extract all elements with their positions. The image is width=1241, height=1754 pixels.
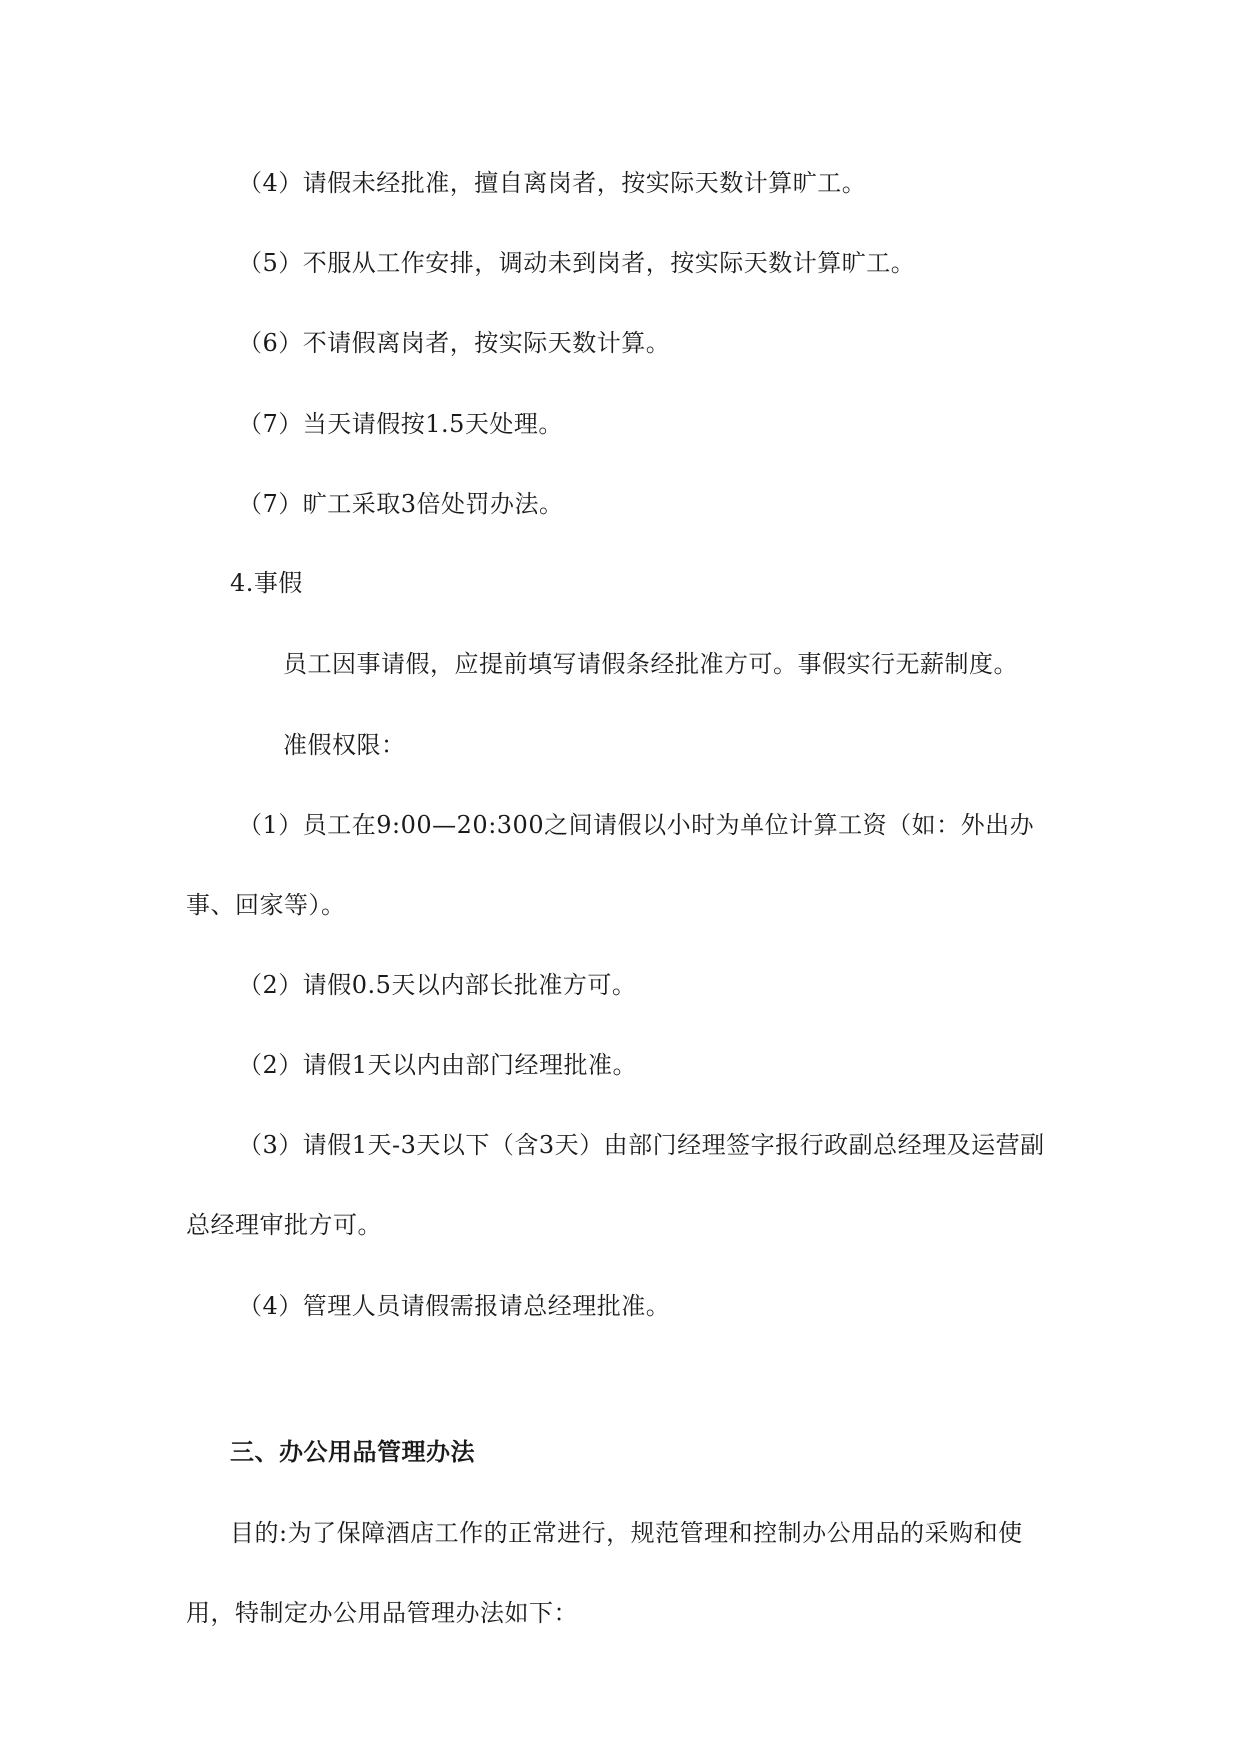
paragraph-5-disobey-assignment: （5）不服从工作安排，调动未到岗者，按实际天数计算旷工。 bbox=[238, 249, 916, 277]
paragraph-4-unapproved-leave: （4）请假未经批准，擅自离岗者，按实际天数计算旷工。 bbox=[238, 169, 867, 197]
section-heading-office-supplies: 三、办公用品管理办法 bbox=[230, 1438, 475, 1466]
authority-item-1-line-1: （1）员工在9:00—20:300之间请假以小时为单位计算工资（如：外出办 bbox=[238, 811, 1035, 839]
authority-item-4-management: （4）管理人员请假需报请总经理批准。 bbox=[238, 1292, 671, 1320]
authority-item-1-line-2: 事、回家等）。 bbox=[186, 891, 346, 919]
paragraph-6-leave-without-request: （6）不请假离岗者，按实际天数计算。 bbox=[238, 329, 671, 357]
paragraph-7-absence-penalty: （7）旷工采取3倍处罚办法。 bbox=[238, 490, 564, 518]
paragraph-7-same-day-leave: （7）当天请假按1.5天处理。 bbox=[238, 410, 563, 438]
office-supplies-purpose-line-2: 用，特制定办公用品管理办法如下： bbox=[186, 1599, 578, 1627]
section-heading-personal-leave: 4.事假 bbox=[230, 569, 303, 597]
office-supplies-purpose-line-1: 目的:为了保障酒店工作的正常进行，规范管理和控制办公用品的采购和使 bbox=[230, 1519, 1023, 1547]
authority-item-2-half-day: （2）请假0.5天以内部长批准方可。 bbox=[238, 971, 637, 999]
personal-leave-description: 员工因事请假，应提前填写请假条经批准方可。事假实行无薪制度。 bbox=[283, 650, 1018, 678]
leave-approval-authority-label: 准假权限： bbox=[283, 731, 406, 759]
authority-item-2-one-day: （2）请假1天以内由部门经理批准。 bbox=[238, 1051, 638, 1079]
authority-item-3-line-2: 总经理审批方可。 bbox=[186, 1211, 382, 1239]
authority-item-3-line-1: （3）请假1天-3天以下（含3天）由部门经理签字报行政副总经理及运营副 bbox=[238, 1131, 1045, 1159]
